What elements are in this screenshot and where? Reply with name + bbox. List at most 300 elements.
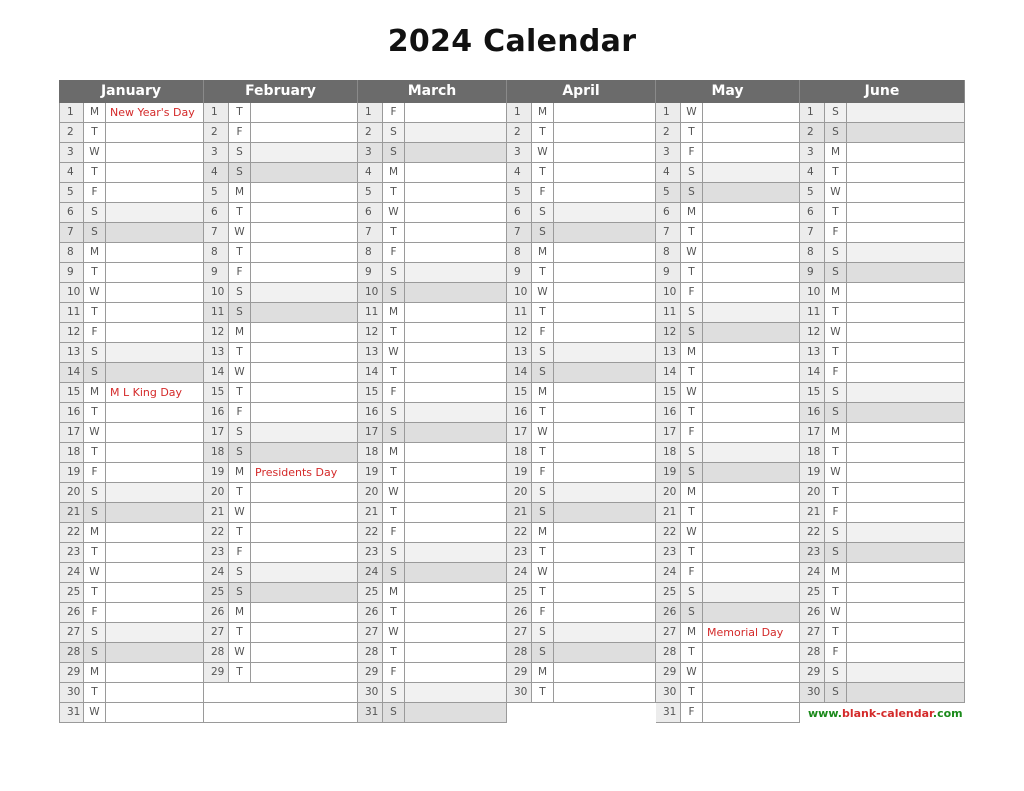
day-row [358,543,507,563]
day-note[interactable] [405,183,507,203]
day-of-week: T [84,683,106,703]
day-note[interactable] [703,243,800,263]
day-note[interactable] [847,663,965,683]
day-note[interactable] [554,143,656,163]
day-row [59,103,204,123]
day-of-week: T [681,263,703,283]
day-of-week: M [84,383,106,403]
month-january [59,80,204,723]
day-note[interactable] [405,563,507,583]
day-number: 20 [59,483,84,503]
day-note[interactable] [405,363,507,383]
day-note[interactable] [251,143,358,163]
day-note[interactable] [106,363,204,383]
day-note[interactable] [703,643,800,663]
day-note[interactable] [703,563,800,583]
day-note[interactable] [554,543,656,563]
day-of-week: S [383,703,405,723]
day-number: 27 [358,623,383,643]
day-note[interactable] [106,483,204,503]
day-note[interactable] [251,163,358,183]
day-note[interactable] [703,263,800,283]
day-note[interactable] [554,623,656,643]
day-of-week: S [825,543,847,563]
day-of-week: M [383,583,405,603]
day-number: 1 [800,103,825,123]
day-note[interactable] [405,423,507,443]
day-note[interactable] [106,603,204,623]
day-of-week: S [84,343,106,363]
day-note[interactable] [703,663,800,683]
day-note[interactable] [106,463,204,483]
day-row [204,383,358,403]
day-number: 12 [656,323,681,343]
day-number: 3 [204,143,229,163]
day-number: 20 [358,483,383,503]
day-note[interactable] [554,183,656,203]
day-note[interactable] [847,643,965,663]
day-note[interactable] [251,603,358,623]
day-number: 21 [59,503,84,523]
day-note[interactable] [703,703,800,723]
day-note[interactable] [405,243,507,263]
day-number: 15 [59,383,84,403]
day-note[interactable] [554,683,656,703]
day-row [204,323,358,343]
day-row [656,163,800,183]
day-note[interactable] [106,523,204,543]
day-number: 1 [656,103,681,123]
day-of-week: T [681,123,703,143]
day-note[interactable] [405,623,507,643]
day-note[interactable] [251,503,358,523]
day-number: 27 [656,623,681,643]
day-of-week: T [532,263,554,283]
day-note[interactable] [251,423,358,443]
day-note[interactable] [847,103,965,123]
day-note[interactable] [554,483,656,503]
day-note[interactable] [847,343,965,363]
day-note[interactable]: Presidents Day [251,463,358,483]
day-note[interactable] [251,383,358,403]
day-number: 8 [59,243,84,263]
day-note[interactable] [106,403,204,423]
day-row [358,503,507,523]
day-note[interactable] [703,423,800,443]
day-row [59,703,204,723]
day-row [59,183,204,203]
day-note[interactable] [405,603,507,623]
day-row [59,543,204,563]
day-note[interactable] [106,443,204,463]
day-row [656,143,800,163]
day-of-week: S [825,263,847,283]
day-note[interactable] [251,443,358,463]
day-note[interactable] [251,223,358,243]
day-of-week: F [681,423,703,443]
day-note[interactable] [847,563,965,583]
day-note[interactable] [106,423,204,443]
day-note[interactable] [106,683,204,703]
day-note[interactable] [405,503,507,523]
day-number: 15 [507,383,532,403]
day-of-week: M [84,663,106,683]
day-note[interactable] [405,323,507,343]
day-note[interactable] [847,323,965,343]
day-note[interactable] [847,463,965,483]
day-note[interactable] [847,523,965,543]
day-note[interactable] [106,123,204,143]
day-number: 5 [800,183,825,203]
website-link[interactable] [808,707,963,720]
day-note[interactable] [106,623,204,643]
day-note[interactable] [847,263,965,283]
day-note[interactable] [106,543,204,563]
day-note[interactable] [703,523,800,543]
day-of-week: T [532,163,554,183]
day-note[interactable] [251,543,358,563]
day-note[interactable] [106,323,204,343]
day-note[interactable] [703,683,800,703]
day-number: 30 [507,683,532,703]
day-note[interactable] [405,283,507,303]
day-number: 24 [59,563,84,583]
day-note[interactable] [405,703,507,723]
day-row [358,443,507,463]
day-note[interactable] [847,183,965,203]
day-note[interactable] [554,423,656,443]
day-row [507,283,656,303]
day-note[interactable] [251,303,358,323]
day-note[interactable] [703,403,800,423]
day-note[interactable] [847,443,965,463]
day-note[interactable] [847,163,965,183]
day-of-week: S [681,443,703,463]
day-note[interactable] [847,623,965,643]
day-number: 7 [800,223,825,243]
day-of-week: T [825,343,847,363]
day-note[interactable] [405,463,507,483]
day-note[interactable] [251,103,358,123]
day-of-week: W [825,183,847,203]
day-note[interactable] [251,563,358,583]
day-note[interactable] [106,243,204,263]
day-note[interactable] [554,343,656,363]
day-note[interactable] [554,643,656,663]
day-note[interactable] [554,123,656,143]
day-note[interactable] [554,163,656,183]
day-of-week: F [383,383,405,403]
day-note[interactable] [251,343,358,363]
day-note[interactable] [106,303,204,323]
day-row [656,603,800,623]
day-note[interactable] [554,583,656,603]
day-note[interactable] [554,523,656,543]
day-row [204,343,358,363]
day-note[interactable] [847,243,965,263]
day-note[interactable] [847,403,965,423]
day-row [507,223,656,243]
day-note[interactable] [554,503,656,523]
month-header: February [204,80,358,103]
day-row [507,403,656,423]
day-note[interactable] [847,143,965,163]
day-note[interactable] [106,163,204,183]
day-of-week: F [532,323,554,343]
day-of-week: S [681,163,703,183]
day-note[interactable] [251,263,358,283]
day-row [800,103,965,123]
day-note[interactable] [251,183,358,203]
day-number: 14 [800,363,825,383]
day-note[interactable] [106,703,204,723]
day-of-week: M [681,623,703,643]
day-note[interactable] [106,663,204,683]
month-header: April [507,80,656,103]
day-note[interactable] [554,303,656,323]
day-note[interactable] [106,143,204,163]
day-of-week: T [229,483,251,503]
day-note[interactable] [405,683,507,703]
day-number: 22 [800,523,825,543]
day-note[interactable] [703,283,800,303]
day-note[interactable] [405,443,507,463]
day-note[interactable] [847,603,965,623]
day-note[interactable] [106,223,204,243]
day-note[interactable] [703,183,800,203]
day-note[interactable] [251,363,358,383]
day-note[interactable] [554,383,656,403]
day-number: 26 [800,603,825,623]
day-note[interactable] [251,243,358,263]
day-number: 12 [800,323,825,343]
day-of-week: M [229,183,251,203]
day-of-week: T [84,263,106,283]
day-note[interactable] [554,363,656,383]
day-note[interactable] [703,223,800,243]
day-note[interactable] [554,243,656,263]
day-note[interactable] [554,403,656,423]
day-note[interactable] [251,403,358,423]
day-number: 4 [59,163,84,183]
day-of-week: T [84,403,106,423]
day-note[interactable] [847,223,965,243]
day-note[interactable] [405,343,507,363]
day-number: 8 [656,243,681,263]
day-of-week: F [681,283,703,303]
day-note[interactable] [405,203,507,223]
day-row [656,443,800,463]
day-note[interactable] [405,663,507,683]
day-note[interactable] [847,503,965,523]
day-of-week: T [383,643,405,663]
day-note[interactable] [847,683,965,703]
day-of-week: S [84,483,106,503]
day-of-week: S [383,423,405,443]
day-note[interactable] [703,123,800,143]
day-note[interactable] [251,623,358,643]
day-note[interactable] [847,303,965,323]
day-note[interactable] [405,143,507,163]
day-of-week: S [681,603,703,623]
day-row [800,183,965,203]
day-note[interactable] [703,303,800,323]
day-note[interactable] [847,543,965,563]
day-note[interactable] [847,583,965,603]
day-of-week: T [383,363,405,383]
day-row [204,203,358,223]
day-note[interactable]: M L King Day [106,383,204,403]
day-note[interactable] [703,163,800,183]
day-note[interactable] [703,583,800,603]
day-note[interactable] [554,603,656,623]
day-number: 7 [507,223,532,243]
day-note[interactable] [106,583,204,603]
day-note[interactable] [106,203,204,223]
day-note[interactable] [405,103,507,123]
day-note[interactable] [251,283,358,303]
day-note[interactable] [703,343,800,363]
day-note[interactable] [106,183,204,203]
day-note[interactable] [106,563,204,583]
day-note[interactable] [251,663,358,683]
day-note[interactable] [251,483,358,503]
day-of-week: W [383,623,405,643]
day-note[interactable] [703,323,800,343]
day-of-week: S [383,263,405,283]
day-number: 10 [59,283,84,303]
day-note[interactable] [405,123,507,143]
day-row [800,263,965,283]
day-note[interactable] [405,643,507,663]
day-note[interactable] [847,423,965,443]
day-row [800,463,965,483]
day-of-week: T [681,503,703,523]
day-row [204,523,358,543]
day-number: 10 [800,283,825,303]
day-note[interactable] [251,323,358,343]
day-note[interactable] [405,543,507,563]
day-note[interactable] [251,643,358,663]
day-of-week: M [84,243,106,263]
day-note[interactable] [251,583,358,603]
day-note[interactable] [554,563,656,583]
day-note[interactable] [554,223,656,243]
day-of-week: F [383,663,405,683]
day-of-week: M [532,663,554,683]
day-row [358,303,507,323]
day-of-week: T [825,483,847,503]
day-note[interactable] [554,203,656,223]
day-note[interactable] [405,403,507,423]
day-note[interactable] [405,383,507,403]
day-note[interactable] [703,203,800,223]
day-note[interactable] [251,523,358,543]
day-of-week: S [84,503,106,523]
day-note[interactable] [405,163,507,183]
day-note[interactable] [847,483,965,503]
day-note[interactable] [703,363,800,383]
day-note[interactable] [106,263,204,283]
day-note[interactable] [554,263,656,283]
day-number: 26 [656,603,681,623]
day-row [59,123,204,143]
day-note[interactable] [405,223,507,243]
day-note[interactable] [405,483,507,503]
day-of-week: T [229,663,251,683]
day-note[interactable]: Memorial Day [703,623,800,643]
day-note[interactable] [703,483,800,503]
day-note[interactable] [847,203,965,223]
day-number: 5 [656,183,681,203]
day-of-week: W [681,103,703,123]
day-note[interactable] [554,663,656,683]
day-of-week: T [84,443,106,463]
day-number: 30 [358,683,383,703]
day-note[interactable] [847,123,965,143]
day-note[interactable] [251,123,358,143]
day-note[interactable] [703,503,800,523]
day-number: 27 [800,623,825,643]
day-row [800,163,965,183]
day-row [656,623,800,643]
day-number: 24 [358,563,383,583]
day-of-week: W [383,203,405,223]
day-row [59,643,204,663]
day-row [800,663,965,683]
day-of-week: T [532,303,554,323]
day-of-week: W [229,503,251,523]
day-row [59,563,204,583]
day-number: 23 [59,543,84,563]
day-note[interactable] [703,443,800,463]
day-note[interactable] [703,543,800,563]
day-note[interactable] [703,603,800,623]
day-note[interactable] [106,643,204,663]
day-note[interactable] [405,583,507,603]
day-note[interactable]: New Year's Day [106,103,204,123]
day-note[interactable] [554,323,656,343]
day-note[interactable] [405,263,507,283]
day-number: 6 [507,203,532,223]
day-of-week: S [681,583,703,603]
day-note[interactable] [554,283,656,303]
day-note[interactable] [251,203,358,223]
day-note[interactable] [554,443,656,463]
day-note[interactable] [106,283,204,303]
day-number: 25 [656,583,681,603]
day-note[interactable] [554,463,656,483]
day-note[interactable] [106,343,204,363]
day-note[interactable] [405,523,507,543]
day-row [656,283,800,303]
day-note[interactable] [847,283,965,303]
day-note[interactable] [703,463,800,483]
day-note[interactable] [703,103,800,123]
day-note[interactable] [847,363,965,383]
day-note[interactable] [703,383,800,403]
day-note[interactable] [106,503,204,523]
day-note[interactable] [405,303,507,323]
day-row [507,623,656,643]
day-note[interactable] [554,103,656,123]
day-row [800,603,965,623]
day-note[interactable] [703,143,800,163]
day-note[interactable] [847,383,965,403]
day-number: 7 [204,223,229,243]
day-row [507,163,656,183]
day-of-week: F [84,183,106,203]
